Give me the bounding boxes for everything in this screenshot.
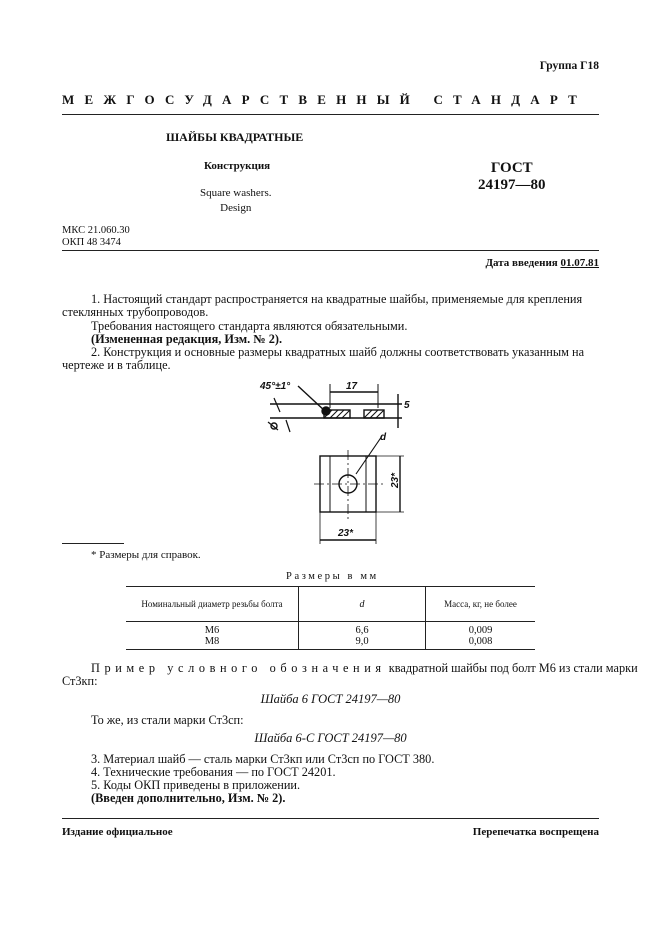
paragraph-4: 4. Технические требования — по ГОСТ 24201.: [91, 765, 336, 779]
table-header-thread: Номинальный диаметр резьбы болта: [126, 587, 299, 622]
dim-23-vertical-label: 23*: [390, 472, 401, 488]
table-caption: Размеры в мм: [286, 571, 379, 582]
standard-banner: МЕЖГОСУДАРСТВЕННЫЙ СТАНДАРТ: [62, 92, 588, 107]
example-line1: [91, 662, 638, 676]
group-label: Группа Г18: [539, 60, 599, 72]
english-title-line1: Square washers.: [200, 187, 272, 199]
table-cell-d: 9,0: [299, 636, 426, 650]
paragraph-5-amendment: (Введен дополнительно, Изм. № 2).: [91, 791, 286, 805]
english-title-line2: Design: [220, 202, 252, 214]
footer-reprint-notice: Перепечатка воспрещена: [472, 826, 599, 838]
chamfer-label: 45°±1°: [260, 381, 291, 392]
gost-number: 24197—80: [478, 177, 546, 193]
example-same-line: То же, из стали марки Ст3сп:: [91, 713, 244, 727]
paragraph-1-line2: стеклянных трубопроводов.: [62, 305, 209, 319]
document-title: ШАЙБЫ КВАДРАТНЫЕ: [166, 130, 304, 144]
example-spaced-heading: Пример условного обозначения: [91, 661, 386, 675]
table-cell-thread: М8: [126, 636, 299, 650]
header-rule: [62, 114, 599, 115]
table-cell-mass: 0,009: [468, 625, 493, 636]
dim-5-label: 5: [404, 400, 410, 411]
designation-2: Шайба 6-С ГОСТ 24197—80: [254, 731, 407, 745]
english-title: [200, 186, 271, 216]
classification-codes: [62, 225, 130, 249]
paragraph-3: 3. Материал шайб — сталь марки Ст3кп или Ст3сп по ГОСТ 380.: [91, 752, 435, 766]
gost-designation: [478, 160, 546, 194]
d-leader: [356, 436, 382, 474]
example-line2: Ст3кп:: [62, 674, 98, 688]
dim-d-label: d: [380, 432, 387, 443]
table-header-d: d: [299, 587, 426, 622]
footer-rule: [62, 818, 599, 819]
paragraph-5: 5. Коды ОКП приведены в приложении.: [91, 778, 301, 792]
dimensions-table: [126, 586, 535, 650]
table-cell-thread: М6: [126, 622, 299, 637]
chamfer-leader: [298, 386, 326, 412]
date-value: 01.07.81: [560, 257, 599, 269]
table-row: [126, 622, 535, 637]
paragraph-1-requirements: Требования настоящего стандарта являются обязательными.: [91, 319, 408, 333]
washer-drawing: [250, 374, 420, 549]
washer-ball: [322, 407, 330, 415]
document-subtitle: Конструкция: [204, 160, 271, 172]
introduction-date: [485, 257, 599, 269]
paragraph-2-line2: чертеже и в таблице.: [62, 358, 171, 372]
table-row: [126, 636, 535, 650]
gost-label: ГОСТ: [490, 160, 533, 176]
surface-symbol: [271, 423, 277, 429]
side-view-hatch: [324, 410, 384, 418]
table-header-row: [126, 587, 535, 622]
table-cell-d: 6,6: [299, 622, 426, 637]
table-header-mass: Масса, кг, не более: [444, 599, 517, 609]
footnote: * Размеры для справок.: [91, 549, 201, 561]
dim-17-label: 17: [346, 381, 358, 392]
footer-official-edition: Издание официальное: [62, 826, 173, 838]
footnote-rule: [62, 543, 124, 544]
paragraph-1-amendment: (Измененная редакция, Изм. № 2).: [91, 332, 283, 346]
designation-1: Шайба 6 ГОСТ 24197—80: [260, 692, 401, 706]
paragraph-2-line1: 2. Конструкция и основные размеры квадратных шайб должны соответствовать указанным на: [91, 345, 585, 359]
okp-code: ОКП 48 3474: [62, 237, 121, 248]
dim-23-horizontal-label: 23*: [338, 528, 354, 539]
example-rest: квадратной шайбы под болт М6 из стали марки: [388, 661, 638, 675]
paragraph-1-line1: 1. Настоящий стандарт распространяется на квадратные шайбы, применяемые для крепления: [91, 292, 583, 306]
table-cell-mass: 0,008: [468, 636, 493, 647]
date-label: Дата введения: [485, 257, 558, 269]
codes-rule: [62, 250, 599, 251]
mks-code: МКС 21.060.30: [62, 225, 130, 236]
